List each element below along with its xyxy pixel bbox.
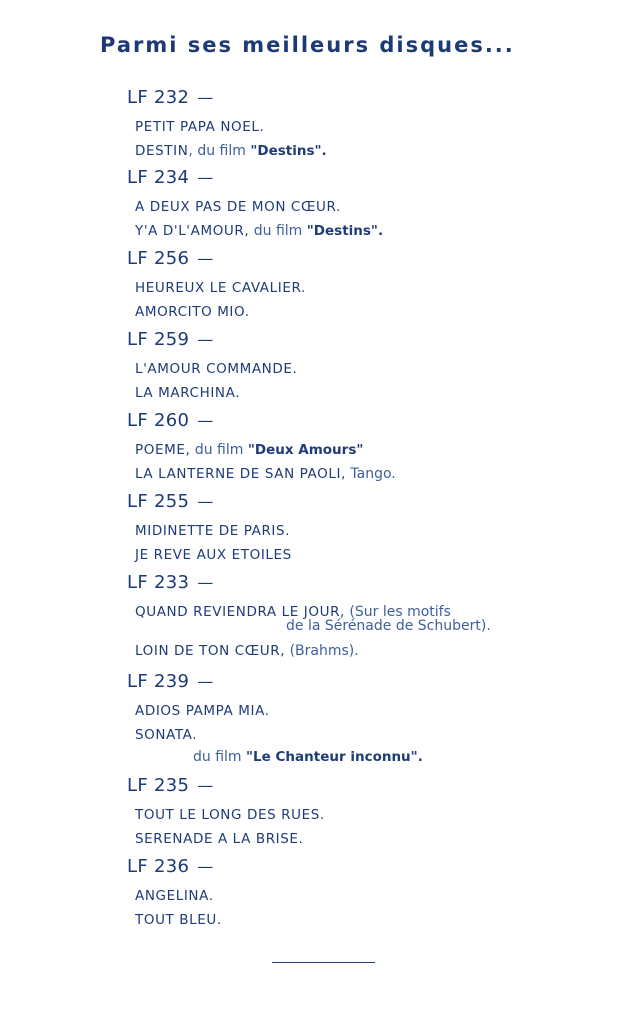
record-entry bbox=[127, 410, 587, 486]
song-line bbox=[135, 827, 587, 851]
song-line bbox=[135, 639, 587, 663]
record-code: LF 235 bbox=[127, 775, 190, 796]
record-dash: — bbox=[197, 330, 214, 349]
song-line bbox=[135, 462, 587, 486]
song-title: Y'A D'L'AMOUR, bbox=[135, 223, 250, 239]
song-note: (Brahms). bbox=[285, 643, 359, 659]
song-title: SONATA. bbox=[135, 727, 198, 743]
page-title: Parmi ses meilleurs disques... bbox=[100, 33, 515, 57]
song-line bbox=[135, 195, 587, 219]
song-title: POEME, bbox=[135, 442, 191, 458]
song-title: JE REVE AUX ETOILES bbox=[135, 547, 292, 563]
record-header bbox=[127, 329, 587, 353]
record-dash: — bbox=[197, 411, 214, 430]
song-line bbox=[135, 219, 587, 243]
song-line bbox=[135, 908, 587, 932]
record-entry bbox=[127, 87, 587, 163]
record-entry bbox=[127, 491, 587, 567]
record-entry bbox=[127, 329, 587, 405]
song-line bbox=[135, 543, 587, 567]
song-note: Tango. bbox=[345, 466, 396, 482]
record-header bbox=[127, 671, 587, 695]
record-header bbox=[127, 410, 587, 434]
record-header bbox=[127, 572, 587, 596]
song-title: L'AMOUR COMMANDE. bbox=[135, 361, 298, 377]
song-title: TOUT LE LONG DES RUES. bbox=[135, 807, 325, 823]
note-continuation: de la Sérénade de Schubert). bbox=[286, 618, 491, 634]
record-header bbox=[127, 856, 587, 880]
song-line bbox=[135, 381, 587, 405]
song-note: du film bbox=[190, 442, 248, 458]
record-dash: — bbox=[197, 249, 214, 268]
record-header bbox=[127, 248, 587, 272]
song-title: QUAND REVIENDRA LE JOUR, bbox=[135, 604, 345, 620]
record-dash: — bbox=[197, 573, 214, 592]
record-entry bbox=[127, 671, 587, 747]
record-dash: — bbox=[197, 492, 214, 511]
film-credit-title: "Le Chanteur inconnu". bbox=[246, 749, 423, 765]
record-code: LF 259 bbox=[127, 329, 190, 350]
record-entry bbox=[127, 775, 587, 851]
record-code: LF 255 bbox=[127, 491, 190, 512]
song-line bbox=[135, 884, 587, 908]
film-title: "Destins". bbox=[306, 223, 384, 239]
closing-rule bbox=[272, 962, 375, 963]
song-line bbox=[135, 519, 587, 543]
song-line bbox=[135, 699, 587, 723]
record-entry bbox=[127, 167, 587, 243]
record-header bbox=[127, 775, 587, 799]
record-code: LF 260 bbox=[127, 410, 190, 431]
song-line bbox=[135, 803, 587, 827]
song-note: , du film bbox=[188, 143, 251, 159]
song-title: DESTIN bbox=[135, 143, 189, 159]
song-title: TOUT BLEU. bbox=[135, 912, 222, 928]
record-code: LF 236 bbox=[127, 856, 190, 877]
record-code: LF 234 bbox=[127, 167, 190, 188]
song-title: LA LANTERNE DE SAN PAOLI, bbox=[135, 466, 346, 482]
song-title: MIDINETTE DE PARIS. bbox=[135, 523, 291, 539]
record-entry bbox=[127, 248, 587, 324]
record-header bbox=[127, 87, 587, 111]
record-dash: — bbox=[197, 672, 214, 691]
film-credit-prefix: du film bbox=[193, 749, 247, 765]
record-entry bbox=[127, 856, 587, 932]
song-title: LOIN DE TON CŒUR, bbox=[135, 643, 286, 659]
record-dash: — bbox=[197, 168, 214, 187]
record-code: LF 232 bbox=[127, 87, 190, 108]
film-title: "Deux Amours" bbox=[247, 442, 364, 458]
song-title: LA MARCHINA. bbox=[135, 385, 241, 401]
record-dash: — bbox=[197, 88, 214, 107]
record-header bbox=[127, 491, 587, 515]
record-dash: — bbox=[197, 776, 214, 795]
song-title: PETIT PAPA NOEL. bbox=[135, 119, 265, 135]
song-line bbox=[135, 139, 587, 163]
record-dash: — bbox=[197, 857, 214, 876]
record-header bbox=[127, 167, 587, 191]
song-line bbox=[135, 115, 587, 139]
song-line bbox=[135, 438, 587, 462]
song-line bbox=[135, 300, 587, 324]
record-code: LF 233 bbox=[127, 572, 190, 593]
record-code: LF 239 bbox=[127, 671, 190, 692]
song-line bbox=[135, 723, 587, 747]
song-title: ADIOS PAMPA MIA. bbox=[135, 703, 270, 719]
song-title: SERENADE A LA BRISE. bbox=[135, 831, 304, 847]
song-note: (Sur les motifs bbox=[344, 604, 451, 620]
song-line bbox=[135, 357, 587, 381]
film-title: "Destins". bbox=[250, 143, 327, 159]
song-title: HEUREUX LE CAVALIER. bbox=[135, 280, 306, 296]
song-line bbox=[135, 276, 587, 300]
song-title: AMORCITO MIO. bbox=[135, 304, 250, 320]
record-code: LF 256 bbox=[127, 248, 190, 269]
song-note: du film bbox=[249, 223, 307, 239]
film-credit bbox=[193, 748, 423, 766]
song-title: ANGELINA. bbox=[135, 888, 214, 904]
song-title: A DEUX PAS DE MON CŒUR. bbox=[135, 199, 341, 215]
